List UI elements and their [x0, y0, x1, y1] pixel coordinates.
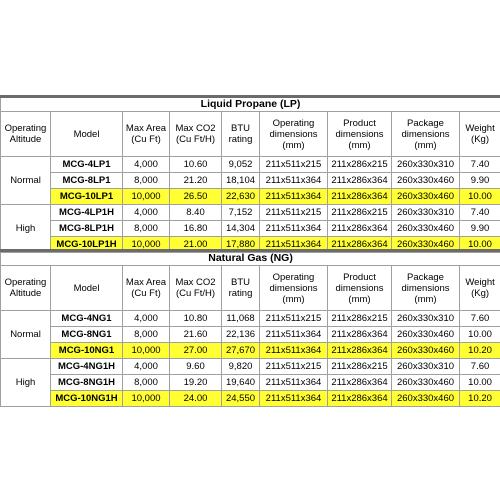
col-header-max-area: Max Area (Cu Ft) [123, 266, 170, 311]
product-dim-cell: 211x286x364 [328, 189, 392, 205]
max-area-cell: 10,000 [123, 189, 170, 205]
product-dim-cell: 211x286x215 [328, 311, 392, 327]
product-dim-cell: 211x286x364 [328, 327, 392, 343]
package-dim-cell: 260x330x310 [392, 205, 460, 221]
weight-cell: 10.00 [460, 237, 500, 253]
col-header-package-dim: Package dimensions (mm) [392, 266, 460, 311]
model-cell: MCG-4NG1 [51, 311, 123, 327]
table-row [1, 157, 500, 173]
btu-cell: 24,550 [222, 391, 260, 407]
package-dim-cell: 260x330x310 [392, 311, 460, 327]
max-co2-cell: 19.20 [170, 375, 222, 391]
btu-cell: 19,640 [222, 375, 260, 391]
col-header-weight: Weight (Kg) [460, 112, 500, 157]
max-area-cell: 8,000 [123, 173, 170, 189]
max-area-cell: 4,000 [123, 359, 170, 375]
max-co2-cell: 24.00 [170, 391, 222, 407]
col-header-operating-dim: Operating dimensions (mm) [260, 266, 328, 311]
package-dim-cell: 260x330x310 [392, 359, 460, 375]
col-header-operating-dim: Operating dimensions (mm) [260, 112, 328, 157]
model-cell: MCG-10NG1H [51, 391, 123, 407]
weight-cell: 9.90 [460, 173, 500, 189]
weight-cell: 7.60 [460, 311, 500, 327]
operating-dim-cell: 211x511x364 [260, 343, 328, 359]
package-dim-cell: 260x330x460 [392, 221, 460, 237]
operating-dim-cell: 211x511x364 [260, 237, 328, 253]
operating-dim-cell: 211x511x364 [260, 221, 328, 237]
weight-cell: 7.40 [460, 205, 500, 221]
col-header-max-area: Max Area (Cu Ft) [123, 112, 170, 157]
table-title: Natural Gas (NG) [1, 251, 500, 266]
product-dim-cell: 211x286x364 [328, 391, 392, 407]
product-dim-cell: 211x286x364 [328, 221, 392, 237]
altitude-cell: High [1, 359, 51, 407]
model-cell: MCG-10LP1 [51, 189, 123, 205]
col-header-model: Model [51, 266, 123, 311]
btu-cell: 7,152 [222, 205, 260, 221]
col-header-product-dim: Product dimensions (mm) [328, 112, 392, 157]
operating-dim-cell: 211x511x215 [260, 311, 328, 327]
max-area-cell: 4,000 [123, 311, 170, 327]
table-row [1, 221, 500, 237]
table-row [1, 375, 500, 391]
weight-cell: 10.20 [460, 343, 500, 359]
operating-dim-cell: 211x511x364 [260, 173, 328, 189]
max-co2-cell: 10.80 [170, 311, 222, 327]
col-header-altitude: Operating Altitude [1, 266, 51, 311]
max-co2-cell: 21.20 [170, 173, 222, 189]
altitude-cell: Normal [1, 311, 51, 359]
max-area-cell: 10,000 [123, 343, 170, 359]
btu-cell: 18,104 [222, 173, 260, 189]
max-area-cell: 4,000 [123, 157, 170, 173]
product-dim-cell: 211x286x364 [328, 343, 392, 359]
max-area-cell: 8,000 [123, 375, 170, 391]
operating-dim-cell: 211x511x215 [260, 157, 328, 173]
max-area-cell: 10,000 [123, 237, 170, 253]
col-header-btu: BTU rating [222, 112, 260, 157]
product-dim-cell: 211x286x364 [328, 173, 392, 189]
max-co2-cell: 21.60 [170, 327, 222, 343]
btu-cell: 22,630 [222, 189, 260, 205]
model-cell: MCG-8LP1H [51, 221, 123, 237]
weight-cell: 9.90 [460, 221, 500, 237]
package-dim-cell: 260x330x460 [392, 173, 460, 189]
package-dim-cell: 260x330x310 [392, 157, 460, 173]
lp-spec-table [0, 95, 500, 253]
table-row [1, 189, 500, 205]
product-dim-cell: 211x286x215 [328, 359, 392, 375]
btu-cell: 9,820 [222, 359, 260, 375]
ng-spec-section [0, 249, 500, 407]
package-dim-cell: 260x330x460 [392, 327, 460, 343]
col-header-btu: BTU rating [222, 266, 260, 311]
max-co2-cell: 8.40 [170, 205, 222, 221]
model-cell: MCG-8LP1 [51, 173, 123, 189]
altitude-cell: Normal [1, 157, 51, 205]
max-co2-cell: 10.60 [170, 157, 222, 173]
product-dim-cell: 211x286x215 [328, 205, 392, 221]
table-row [1, 391, 500, 407]
operating-dim-cell: 211x511x215 [260, 359, 328, 375]
col-header-altitude: Operating Altitude [1, 112, 51, 157]
table-row [1, 327, 500, 343]
model-cell: MCG-4LP1H [51, 205, 123, 221]
col-header-weight: Weight (Kg) [460, 266, 500, 311]
product-dim-cell: 211x286x364 [328, 237, 392, 253]
col-header-max-co2: Max CO2 (Cu Ft/H) [170, 112, 222, 157]
weight-cell: 10.00 [460, 327, 500, 343]
btu-cell: 17,880 [222, 237, 260, 253]
table-title: Liquid Propane (LP) [1, 97, 500, 112]
lp-spec-section [0, 95, 500, 253]
package-dim-cell: 260x330x460 [392, 391, 460, 407]
model-cell: MCG-4LP1 [51, 157, 123, 173]
model-cell: MCG-10NG1 [51, 343, 123, 359]
weight-cell: 10.00 [460, 189, 500, 205]
max-area-cell: 8,000 [123, 221, 170, 237]
operating-dim-cell: 211x511x364 [260, 391, 328, 407]
altitude-cell: High [1, 205, 51, 253]
btu-cell: 22,136 [222, 327, 260, 343]
weight-cell: 10.20 [460, 391, 500, 407]
operating-dim-cell: 211x511x364 [260, 375, 328, 391]
table-row [1, 343, 500, 359]
max-co2-cell: 9.60 [170, 359, 222, 375]
package-dim-cell: 260x330x460 [392, 189, 460, 205]
btu-cell: 11,068 [222, 311, 260, 327]
btu-cell: 27,670 [222, 343, 260, 359]
max-co2-cell: 27.00 [170, 343, 222, 359]
weight-cell: 7.40 [460, 157, 500, 173]
weight-cell: 7.60 [460, 359, 500, 375]
col-header-package-dim: Package dimensions (mm) [392, 112, 460, 157]
package-dim-cell: 260x330x460 [392, 237, 460, 253]
model-cell: MCG-8NG1 [51, 327, 123, 343]
max-co2-cell: 26.50 [170, 189, 222, 205]
col-header-model: Model [51, 112, 123, 157]
table-row [1, 359, 500, 375]
max-co2-cell: 21.00 [170, 237, 222, 253]
model-cell: MCG-8NG1H [51, 375, 123, 391]
package-dim-cell: 260x330x460 [392, 375, 460, 391]
table-row [1, 205, 500, 221]
operating-dim-cell: 211x511x364 [260, 327, 328, 343]
product-dim-cell: 211x286x215 [328, 157, 392, 173]
model-cell: MCG-4NG1H [51, 359, 123, 375]
btu-cell: 14,304 [222, 221, 260, 237]
col-header-max-co2: Max CO2 (Cu Ft/H) [170, 266, 222, 311]
product-dim-cell: 211x286x364 [328, 375, 392, 391]
btu-cell: 9,052 [222, 157, 260, 173]
operating-dim-cell: 211x511x364 [260, 189, 328, 205]
col-header-product-dim: Product dimensions (mm) [328, 266, 392, 311]
table-row [1, 311, 500, 327]
max-co2-cell: 16.80 [170, 221, 222, 237]
max-area-cell: 10,000 [123, 391, 170, 407]
max-area-cell: 4,000 [123, 205, 170, 221]
table-row [1, 173, 500, 189]
package-dim-cell: 260x330x460 [392, 343, 460, 359]
weight-cell: 10.00 [460, 375, 500, 391]
model-cell: MCG-10LP1H [51, 237, 123, 253]
max-area-cell: 8,000 [123, 327, 170, 343]
ng-spec-table [0, 249, 500, 407]
operating-dim-cell: 211x511x215 [260, 205, 328, 221]
